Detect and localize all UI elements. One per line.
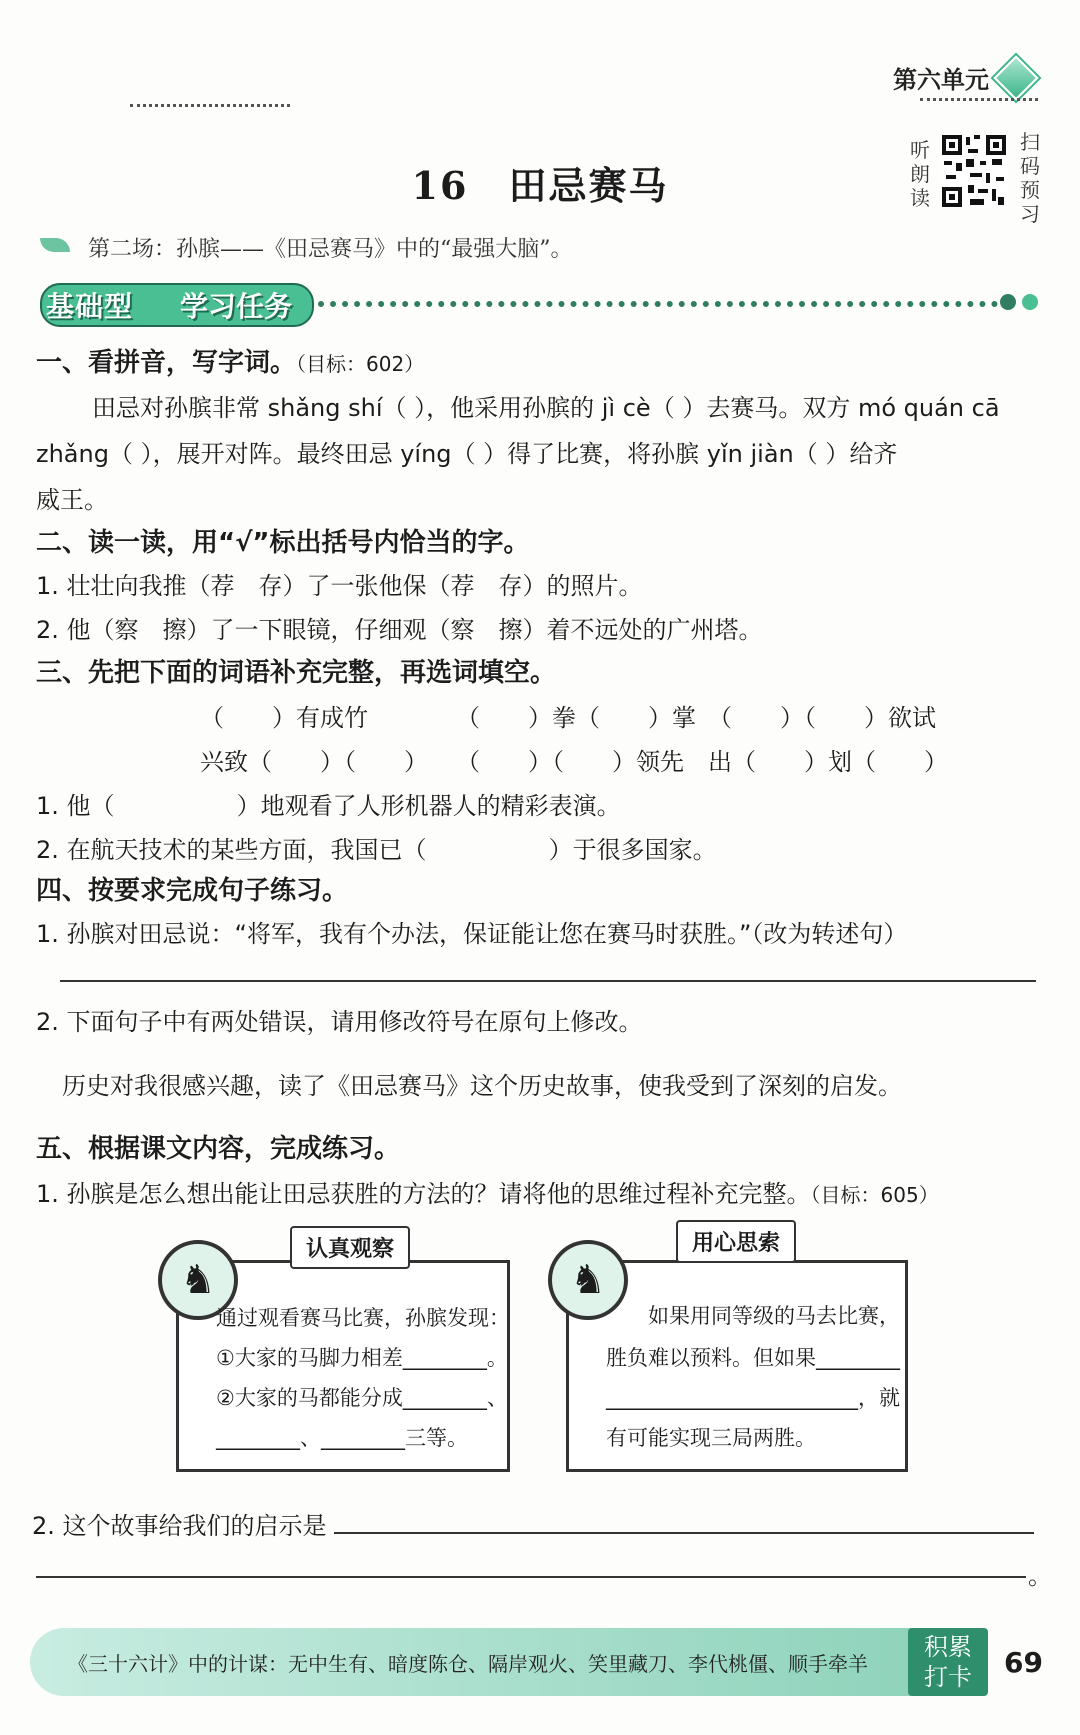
banner-dot-icon (1022, 294, 1038, 310)
word-blank[interactable]: 出（ ）划（ ） (708, 748, 948, 776)
observe-line-1: 通过观看赛马比赛，孙膑发现： (216, 1306, 510, 1330)
banner-dotted-rule (318, 301, 998, 307)
s2-question-1[interactable]: 1. 壮壮向我推（荐 存）了一张他保（荐 存）的照片。 (36, 572, 643, 600)
diamond-icon (993, 55, 1038, 100)
observe-label: 认真观察 (290, 1226, 410, 1269)
think-label: 用心思索 (676, 1220, 796, 1263)
top-dotted-rule (130, 104, 290, 107)
s1-line-1: 田忌对孙膑非常 shǎng shí（ ），他采用孙膑的 jì cè（ ）去赛马。双方 mó quán cā (92, 394, 1000, 422)
leaf-icon (40, 238, 70, 252)
word-blank[interactable]: （ ）（ ）欲试 (708, 704, 936, 732)
word-blank[interactable]: （ ）（ ）领先 (456, 748, 684, 776)
word-blank[interactable]: 兴致（ ）（ ） (200, 748, 428, 776)
lesson-name: 田忌赛马 (508, 163, 669, 208)
s1-line-2: zhǎng（ ），展开对阵。最终田忌 yíng（ ）得了比赛，将孙膑 yǐn jiàn（ ）给齐 (36, 440, 898, 468)
think-line-4: 有可能实现三局两胜。 (606, 1426, 816, 1450)
s5-question-2: 2. 这个故事给我们的启示是 (32, 1512, 327, 1540)
horse-head-icon: ♞ (548, 1240, 628, 1320)
section-2-heading: 二、读一读，用“√”标出括号内恰当的字。 (36, 528, 530, 558)
s2-question-2[interactable]: 2. 他（察 擦）了一下眼镜，仔细观（察 擦）着不远处的广州塔。 (36, 616, 763, 644)
section-4-heading: 四、按要求完成句子练习。 (36, 876, 349, 906)
banner-label-task: 学习任务 (180, 290, 293, 323)
word-blank[interactable]: （ ）有成竹 (200, 704, 368, 732)
qr-caption-right: 扫码预习 (1020, 130, 1040, 226)
section-5-heading: 五、根据课文内容，完成练习。 (36, 1134, 401, 1164)
think-line-2[interactable]: 胜负难以预料。但如果________ (606, 1346, 900, 1370)
unit-label: 第六单元 (893, 66, 989, 94)
intro-line: 第二场：孙膑——《田忌赛马》中的“最强大脑”。 (88, 237, 573, 262)
banner-dot-icon (1000, 294, 1016, 310)
word-blank[interactable]: （ ）拳（ ）掌 (456, 704, 696, 732)
end-mark: 。 (1028, 1562, 1052, 1590)
section-3-heading: 三、先把下面的词语补充完整，再选词填空。 (36, 658, 557, 688)
observe-line-4[interactable]: ________、________三等。 (216, 1426, 468, 1450)
checkin-stamp: 积累 打卡 (908, 1628, 988, 1696)
s1-line-3: 威王。 (36, 486, 108, 514)
footer-text: 《三十六计》中的计谋：无中生有、暗度陈仓、隔岸观火、笑里藏刀、李代桃僵、顺手牵羊 (68, 1652, 868, 1676)
target-code: （目标：605） (810, 1183, 939, 1207)
s3-question-1[interactable]: 1. 他（ ）地观看了人形机器人的精彩表演。 (36, 792, 621, 820)
answer-line[interactable] (334, 1532, 1034, 1534)
lesson-title (0, 155, 1080, 210)
s5-question-1: 1. 孙膑是怎么想出能让田忌获胜的方法的？请将他的思维过程补充完整。（目标：605） (36, 1180, 939, 1208)
target-code: （目标：602） (296, 352, 425, 376)
observe-line-2[interactable]: ①大家的马脚力相差________。 (216, 1346, 508, 1370)
answer-line[interactable] (60, 980, 1036, 982)
banner-label-type: 基础型 (46, 290, 134, 323)
s4-error-sentence[interactable]: 历史对我很感兴趣，读了《田忌赛马》这个历史故事，使我受到了深刻的启发。 (62, 1072, 902, 1100)
horse-head-icon: ♞ (158, 1240, 238, 1320)
answer-line[interactable] (36, 1576, 1026, 1578)
think-line-3[interactable]: ________________________，就 (606, 1386, 900, 1410)
header-dotted-rule (920, 98, 1038, 101)
think-line-1: 如果用同等级的马去比赛， (648, 1304, 900, 1328)
page-number: 69 (1004, 1646, 1043, 1679)
observe-line-3[interactable]: ②大家的马都能分成________、 (216, 1386, 508, 1410)
s4-question-1: 1. 孙膑对田忌说：“将军，我有个办法，保证能让您在赛马时获胜。”（改为转述句） (36, 920, 908, 948)
section-1-heading: 一、看拼音，写字词。（目标：602） (36, 348, 425, 378)
s3-question-2[interactable]: 2. 在航天技术的某些方面，我国已（ ）于很多国家。 (36, 836, 717, 864)
qr-caption-left: 听朗读 (910, 138, 930, 210)
s4-question-2: 2. 下面句子中有两处错误，请用修改符号在原句上修改。 (36, 1008, 643, 1036)
lesson-number: 16 (411, 163, 469, 208)
